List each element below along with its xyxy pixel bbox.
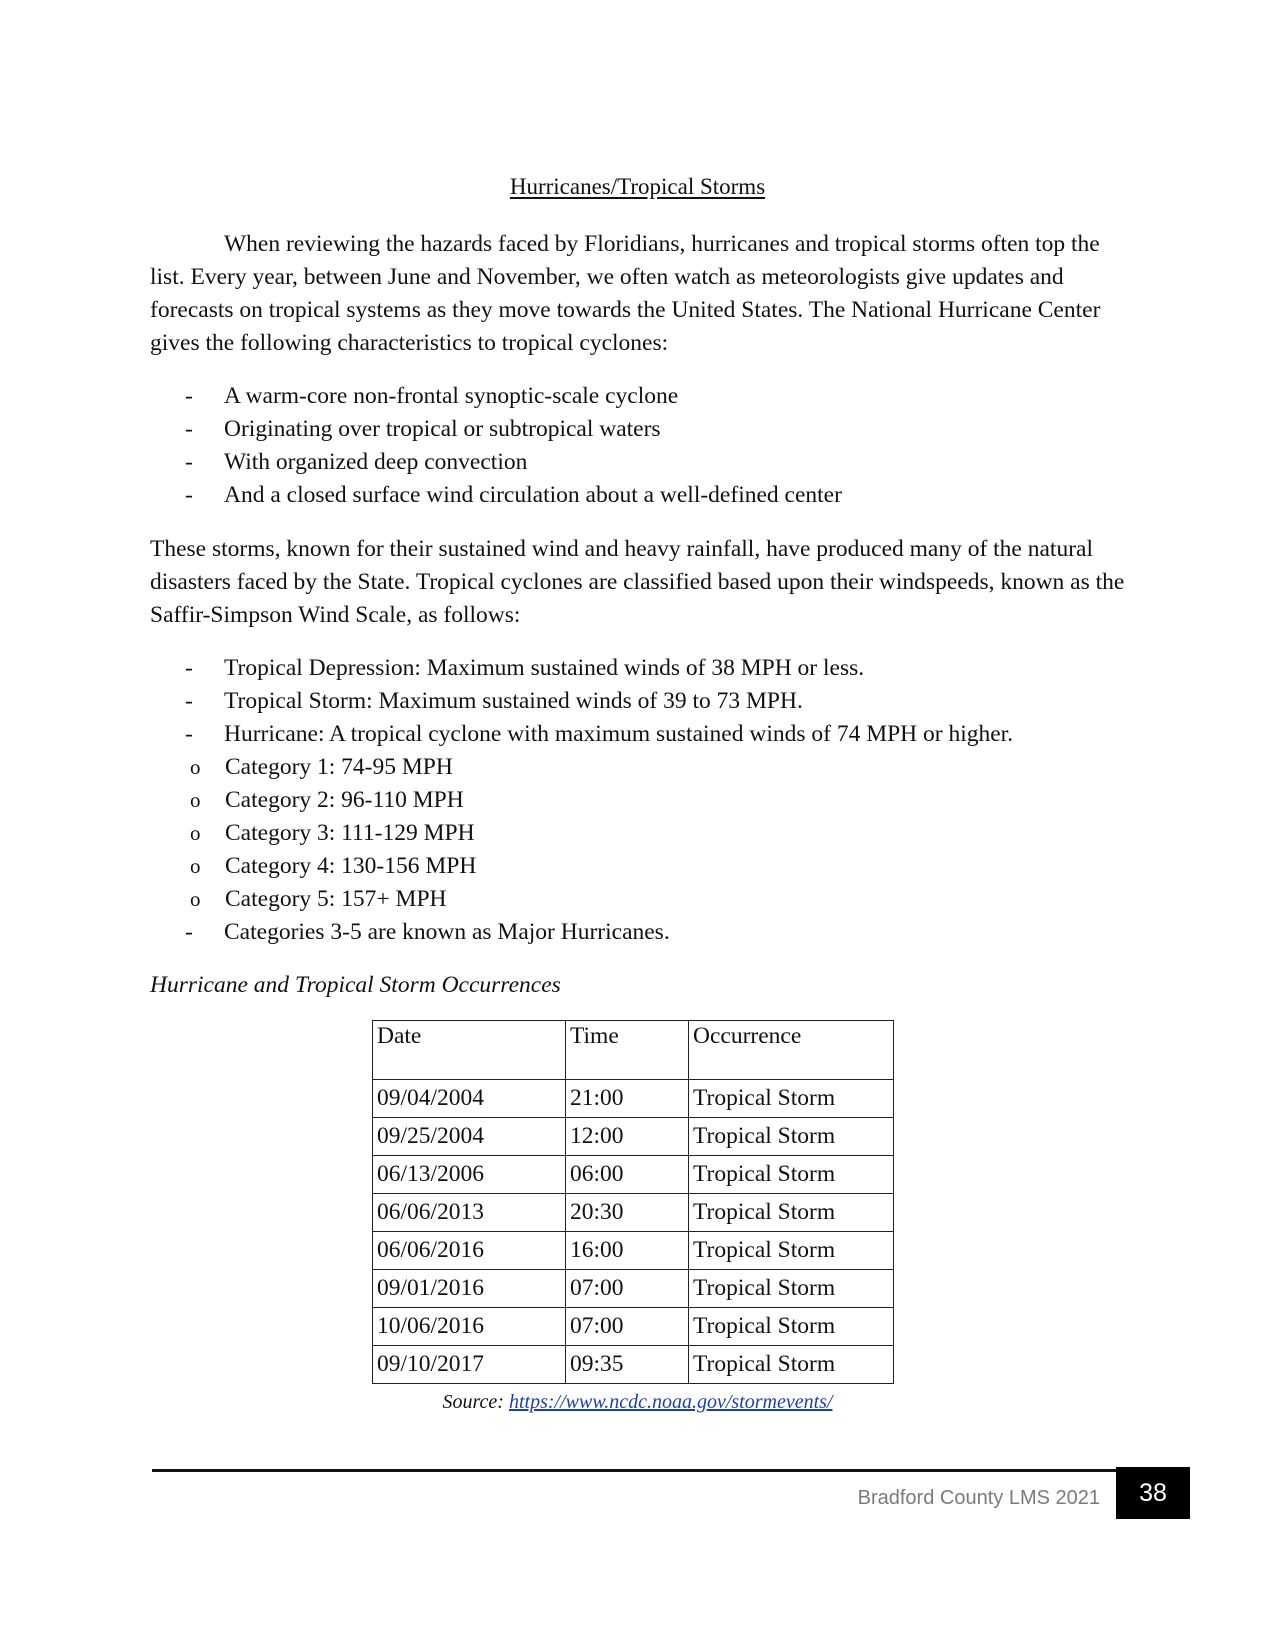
dash-bullet: - [185, 919, 193, 945]
characteristics-list [150, 380, 1150, 512]
cell-time: 16:00 [566, 1232, 689, 1270]
table-row [373, 1156, 894, 1194]
dash-bullet: - [185, 721, 193, 747]
list-item: - Hurricane: A tropical cyclone with maximum sustained winds of 74 MPH or higher. [150, 718, 1150, 751]
category-sublist-wrapper [150, 751, 1150, 916]
table-caption: Hurricane and Tropical Storm Occurrences [150, 972, 561, 998]
list-item: - A warm-core non-frontal synoptic-scale cyclone [150, 380, 1150, 413]
footer-rule [152, 1469, 1142, 1472]
list-item: o Category 1: 74-95 MPH [150, 751, 1150, 784]
cell-date: 09/25/2004 [373, 1118, 566, 1156]
list-item: - Categories 3-5 are known as Major Hurricanes. [150, 916, 1150, 949]
list-item: o Category 4: 130-156 MPH [150, 850, 1150, 883]
cell-date: 09/04/2004 [373, 1080, 566, 1118]
circle-bullet: o [190, 821, 201, 845]
occurrences-table [372, 1020, 894, 1384]
cell-time: 07:00 [566, 1270, 689, 1308]
cell-date: 06/06/2013 [373, 1194, 566, 1232]
cell-time: 07:00 [566, 1308, 689, 1346]
table-header-row [373, 1021, 894, 1080]
circle-bullet: o [190, 788, 201, 812]
list-item: o Category 3: 111-129 MPH [150, 817, 1150, 850]
dash-bullet: - [185, 655, 193, 681]
source-line [0, 1391, 1275, 1414]
cell-occurrence: Tropical Storm [689, 1118, 894, 1156]
circle-bullet: o [190, 887, 201, 911]
list-item: - Originating over tropical or subtropical waters [150, 413, 1150, 446]
list-item: - And a closed surface wind circulation about a well-defined center [150, 479, 1150, 512]
category-sublist [150, 751, 1150, 916]
table-row [373, 1118, 894, 1156]
scale-paragraph: These storms, known for their sustained wind and heavy rainfall, have produced many of the natural disasters faced by the State. Tropical cyclones are classified based upon their windspeeds, known as the Saffir-Simpson Wind Scale, as follows: [150, 536, 1125, 628]
page-title: Hurricanes/Tropical Storms [509, 174, 766, 199]
list-item: - With organized deep convection [150, 446, 1150, 479]
cell-occurrence: Tropical Storm [689, 1270, 894, 1308]
intro-paragraph: When reviewing the hazards faced by Floridians, hurricanes and tropical storms often top the list. Every year, between June and November, we often watch as meteorologists give updates and forecasts on tropical systems as they move towards the United States. The National Hurricane Center gives the following characteristics to tropical cyclones: [150, 231, 1101, 356]
dash-bullet: - [185, 383, 193, 409]
circle-bullet: o [190, 755, 201, 779]
cell-date: 09/01/2016 [373, 1270, 566, 1308]
table-row [373, 1346, 894, 1384]
source-link[interactable]: https://www.ncdc.noaa.gov/stormevents/ [508, 1391, 833, 1413]
cell-occurrence: Tropical Storm [689, 1232, 894, 1270]
table-row [373, 1232, 894, 1270]
source-label: Source: [442, 1391, 504, 1413]
list-item: - Tropical Storm: Maximum sustained winds of 39 to 73 MPH. [150, 685, 1150, 718]
cell-occurrence: Tropical Storm [689, 1308, 894, 1346]
footer-text: Bradford County LMS 2021 [857, 1487, 1100, 1509]
column-header-time: Time [566, 1021, 689, 1080]
cell-occurrence: Tropical Storm [689, 1346, 894, 1384]
dash-bullet: - [185, 482, 193, 508]
cell-date: 06/13/2006 [373, 1156, 566, 1194]
cell-time: 12:00 [566, 1118, 689, 1156]
dash-bullet: - [185, 449, 193, 475]
cell-date: 10/06/2016 [373, 1308, 566, 1346]
column-header-date: Date [373, 1021, 566, 1080]
circle-bullet: o [190, 854, 201, 878]
dash-bullet: - [185, 416, 193, 442]
table-row [373, 1080, 894, 1118]
cell-time: 06:00 [566, 1156, 689, 1194]
cell-occurrence: Tropical Storm [689, 1194, 894, 1232]
cell-time: 09:35 [566, 1346, 689, 1384]
cell-date: 06/06/2016 [373, 1232, 566, 1270]
cell-occurrence: Tropical Storm [689, 1080, 894, 1118]
cell-time: 20:30 [566, 1194, 689, 1232]
column-header-occurrence: Occurrence [689, 1021, 894, 1080]
table-row [373, 1194, 894, 1232]
list-item: o Category 5: 157+ MPH [150, 883, 1150, 916]
table-row [373, 1270, 894, 1308]
dash-bullet: - [185, 688, 193, 714]
cell-time: 21:00 [566, 1080, 689, 1118]
list-item: - Tropical Depression: Maximum sustained winds of 38 MPH or less. [150, 652, 1150, 685]
page-number: 38 [1116, 1467, 1190, 1519]
classification-list [150, 652, 1150, 949]
cell-date: 09/10/2017 [373, 1346, 566, 1384]
list-item: o Category 2: 96-110 MPH [150, 784, 1150, 817]
cell-occurrence: Tropical Storm [689, 1156, 894, 1194]
table-row [373, 1308, 894, 1346]
